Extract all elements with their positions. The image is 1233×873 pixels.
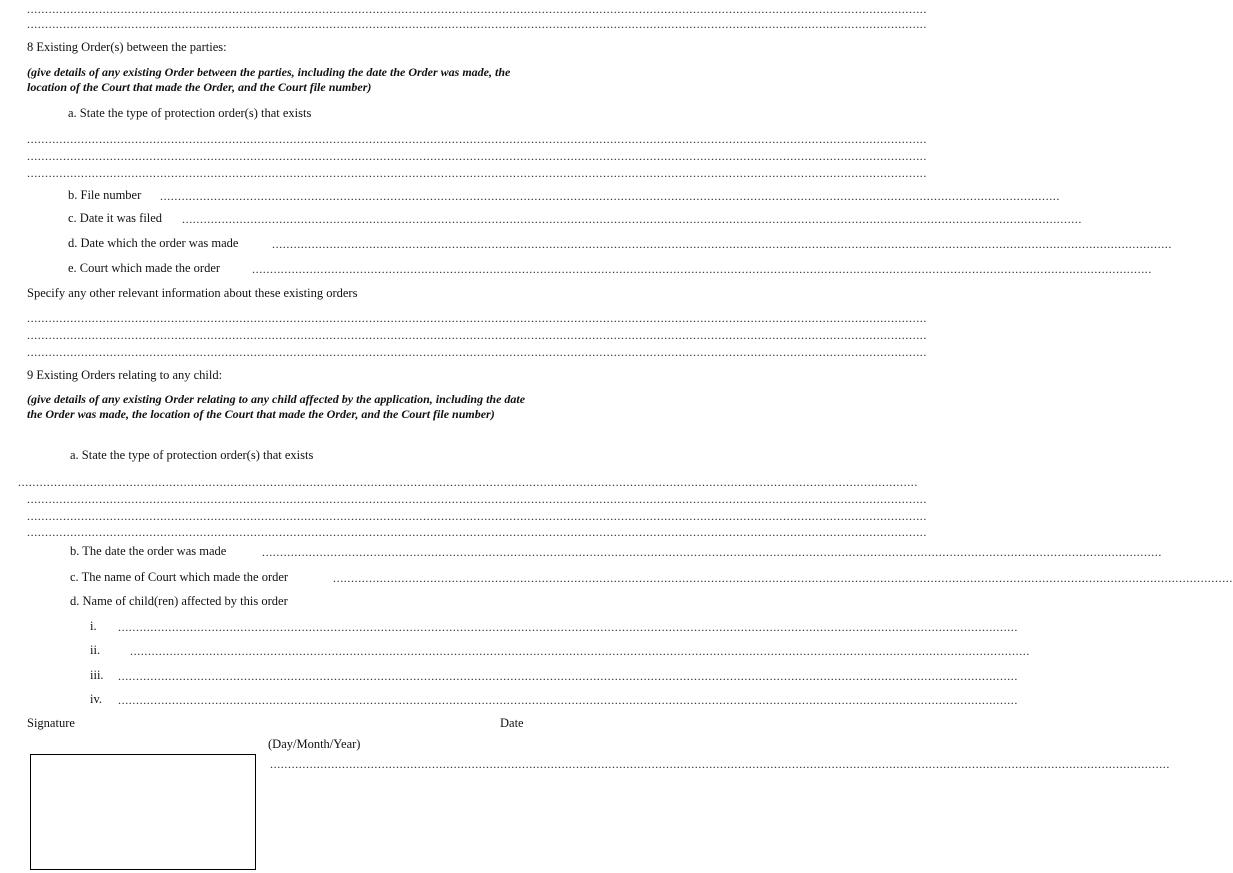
- section-8-instruction: (give details of any existing Order between the parties, including the date the Order was made, the location of the Court that made the Order, and the Court file number): [27, 65, 511, 94]
- child-label: i.: [90, 619, 97, 633]
- date-field[interactable]: ..........................................................................................................................................................................................................................................................: [270, 757, 1170, 771]
- signature-label: Signature: [27, 716, 75, 730]
- section-9-instruction: (give details of any existing Order relating to any child affected by the application, including the date the Order was made, the location of the Court that made the Order, and the Court file number): [27, 392, 526, 421]
- section-9-d-label: d. Name of child(ren) affected by this order: [70, 594, 288, 608]
- section-8-heading: 8 Existing Order(s) between the parties:: [27, 40, 227, 54]
- file-number-field[interactable]: ..........................................................................................................................................................................................................................................................: [160, 189, 1060, 203]
- date-label: Date: [500, 716, 524, 730]
- section-8-e-label: e. Court which made the order: [68, 261, 221, 275]
- dotted-line[interactable]: ..........................................................................................................................................................................................................................................................: [27, 132, 927, 146]
- section-8-b-label: b. File number: [68, 188, 142, 202]
- section-8-d-label: d. Date which the order was made: [68, 236, 239, 250]
- dotted-line[interactable]: ..........................................................................................................................................................................................................................................................: [27, 345, 927, 359]
- section-9-a-label: a. State the type of protection order(s) that exists: [70, 448, 314, 462]
- dotted-line[interactable]: ..........................................................................................................................................................................................................................................................: [27, 2, 927, 16]
- child-label: ii.: [90, 643, 101, 657]
- signature-box[interactable]: [30, 754, 256, 870]
- date-order-made-field[interactable]: ..........................................................................................................................................................................................................................................................: [272, 237, 1172, 251]
- section-8-a-label: a. State the type of protection order(s) that exists: [68, 106, 312, 120]
- date-filed-field[interactable]: ..........................................................................................................................................................................................................................................................: [182, 212, 1082, 226]
- dotted-line[interactable]: ..........................................................................................................................................................................................................................................................: [27, 166, 927, 180]
- child-name-field[interactable]: ..........................................................................................................................................................................................................................................................: [118, 693, 1018, 707]
- dotted-line[interactable]: ..........................................................................................................................................................................................................................................................: [27, 149, 927, 163]
- section-9-c-label: c. The name of Court which made the order: [70, 570, 289, 584]
- dotted-line[interactable]: ..........................................................................................................................................................................................................................................................: [27, 311, 927, 325]
- child-order-date-field[interactable]: ..........................................................................................................................................................................................................................................................: [262, 545, 1162, 559]
- section-9-heading: 9 Existing Orders relating to any child:: [27, 368, 223, 382]
- dotted-line[interactable]: ..........................................................................................................................................................................................................................................................: [27, 328, 927, 342]
- dotted-line[interactable]: ..........................................................................................................................................................................................................................................................: [27, 525, 927, 539]
- child-label: iii.: [90, 668, 104, 682]
- dotted-line[interactable]: ..........................................................................................................................................................................................................................................................: [27, 509, 927, 523]
- child-name-field[interactable]: ..........................................................................................................................................................................................................................................................: [118, 669, 1018, 683]
- child-name-field[interactable]: ..........................................................................................................................................................................................................................................................: [118, 620, 1018, 634]
- section-8-other-label: Specify any other relevant information about these existing orders: [27, 286, 358, 300]
- court-made-order-field[interactable]: ..........................................................................................................................................................................................................................................................: [252, 262, 1152, 276]
- date-format-label: (Day/Month/Year): [268, 737, 361, 751]
- dotted-line[interactable]: ..........................................................................................................................................................................................................................................................: [27, 17, 927, 31]
- child-order-court-field[interactable]: ..........................................................................................................................................................................................................................................................: [333, 571, 1233, 585]
- dotted-line[interactable]: ..........................................................................................................................................................................................................................................................: [27, 492, 927, 506]
- section-9-b-label: b. The date the order was made: [70, 544, 227, 558]
- child-label: iv.: [90, 692, 103, 706]
- section-8-c-label: c. Date it was filed: [68, 211, 163, 225]
- dotted-line[interactable]: ..........................................................................................................................................................................................................................................................: [18, 475, 918, 489]
- child-name-field[interactable]: ..........................................................................................................................................................................................................................................................: [130, 644, 1030, 658]
